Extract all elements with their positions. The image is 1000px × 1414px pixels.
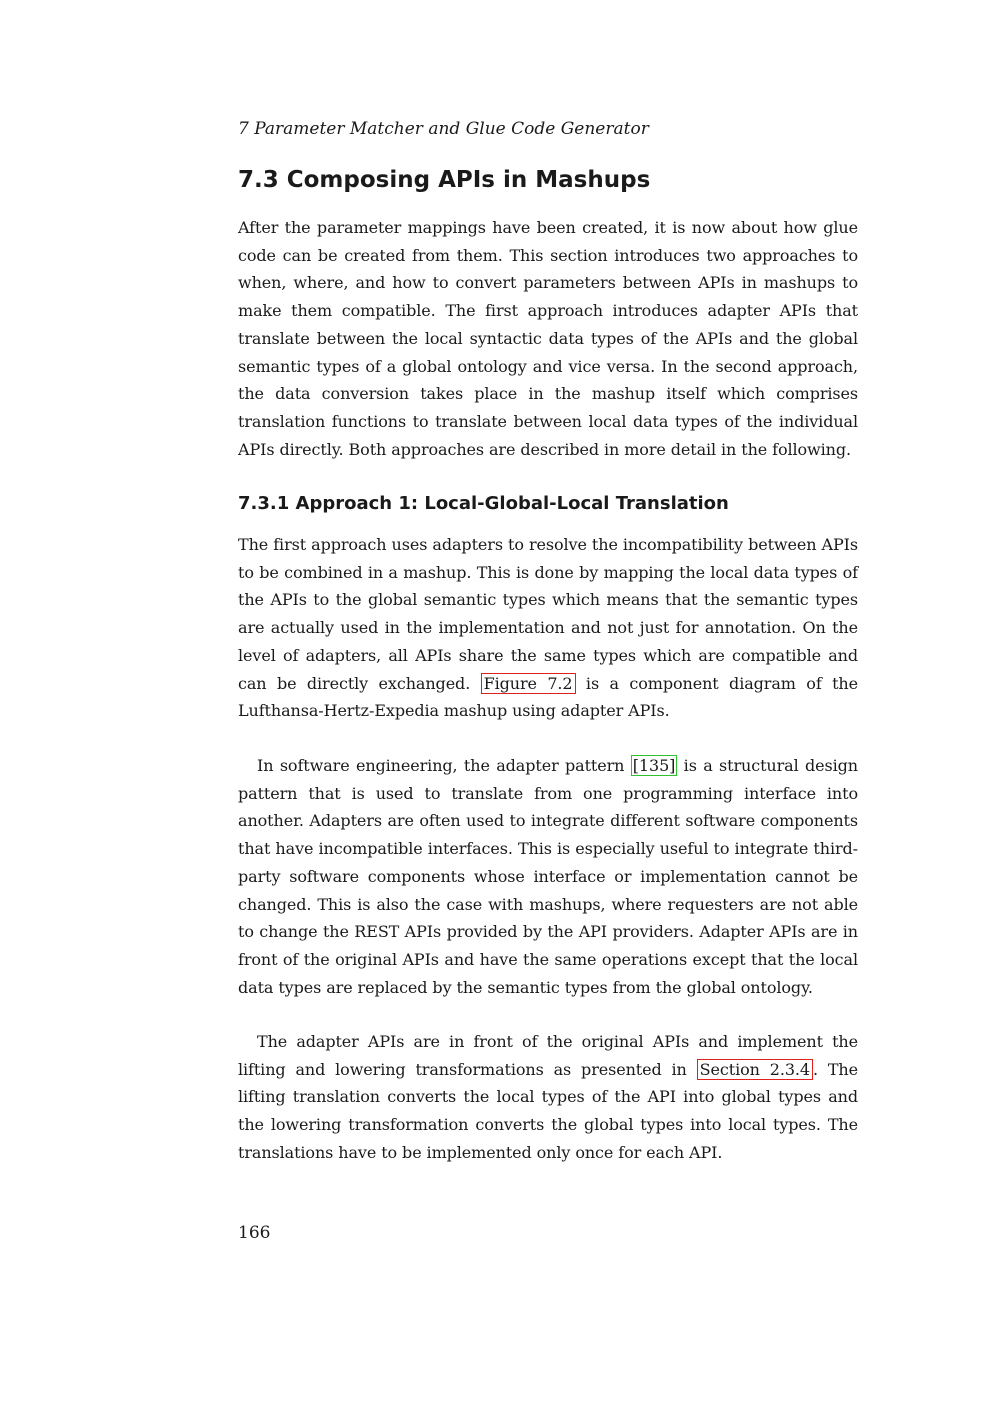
adapter-text-after: is a structural design pattern that is used to translate from one programming interface into another. Adapters are often used to integrate different software components that have incompatible interfaces. This is especially useful to integrate third-party software components whose interface or implementation cannot be changed. This is also the case with mashups, where requesters are not able to change the REST APIs provided by the API providers. Adapter APIs are in front of the original APIs and have the same operations except that the local data types are replaced by the semantic types from the global ontology. xyxy=(238,756,859,997)
adapter-text-before: In software engineering, the adapter pattern xyxy=(257,756,631,775)
section-reference-link[interactable]: Section 2.3.4 xyxy=(697,1059,813,1080)
section-title: 7.3 Composing APIs in Mashups xyxy=(238,167,651,193)
lifting-text-before: The adapter APIs are in front of the original APIs and implement the lifting and lowering transformations as presented in xyxy=(238,1032,858,1079)
running-header: 7 Parameter Matcher and Glue Code Generator xyxy=(238,119,649,139)
adapter-pattern-paragraph xyxy=(238,752,858,1001)
approach-paragraph xyxy=(238,531,858,725)
lifting-lowering-paragraph xyxy=(238,1028,858,1167)
approach-text-before: The first approach uses adapters to resolve the incompatibility between APIs to be combined in a mashup. This is done by mapping the local data types of the APIs to the global semantic types which means that the semantic types are actually used in the implementation and not just for annotation. On the level of adapters, all APIs share the same types which are compatible and can be directly exchanged. xyxy=(238,535,858,693)
figure-reference-link[interactable]: Figure 7.2 xyxy=(481,673,576,694)
lifting-text-after: . The lifting translation converts the local types of the API into global types and the lowering transformation converts the global types into local types. The translations have to be implemented only once for each API. xyxy=(238,1059,859,1162)
approach-text-after: is a component diagram of the Lufthansa-Hertz-Expedia mashup using adapter APIs. xyxy=(238,673,858,721)
citation-link[interactable]: [135] xyxy=(632,756,676,775)
intro-paragraph: After the parameter mappings have been created, it is now about how glue code can be created from them. This section introduces two approaches to when, where, and how to convert parameters between APIs in mashups to make them compatible. The first approach introduces adapter APIs that translate between the local syntactic data types of the APIs and the global semantic types of a global ontology and vice versa. In the second approach, the data conversion takes place in the mashup itself which comprises translation functions to translate between local data types of the individual APIs directly. Both approaches are described in more detail in the following. xyxy=(238,218,858,459)
subsection-title: 7.3.1 Approach 1: Local-Global-Local Translation xyxy=(238,493,729,514)
page-number: 166 xyxy=(238,1223,271,1243)
